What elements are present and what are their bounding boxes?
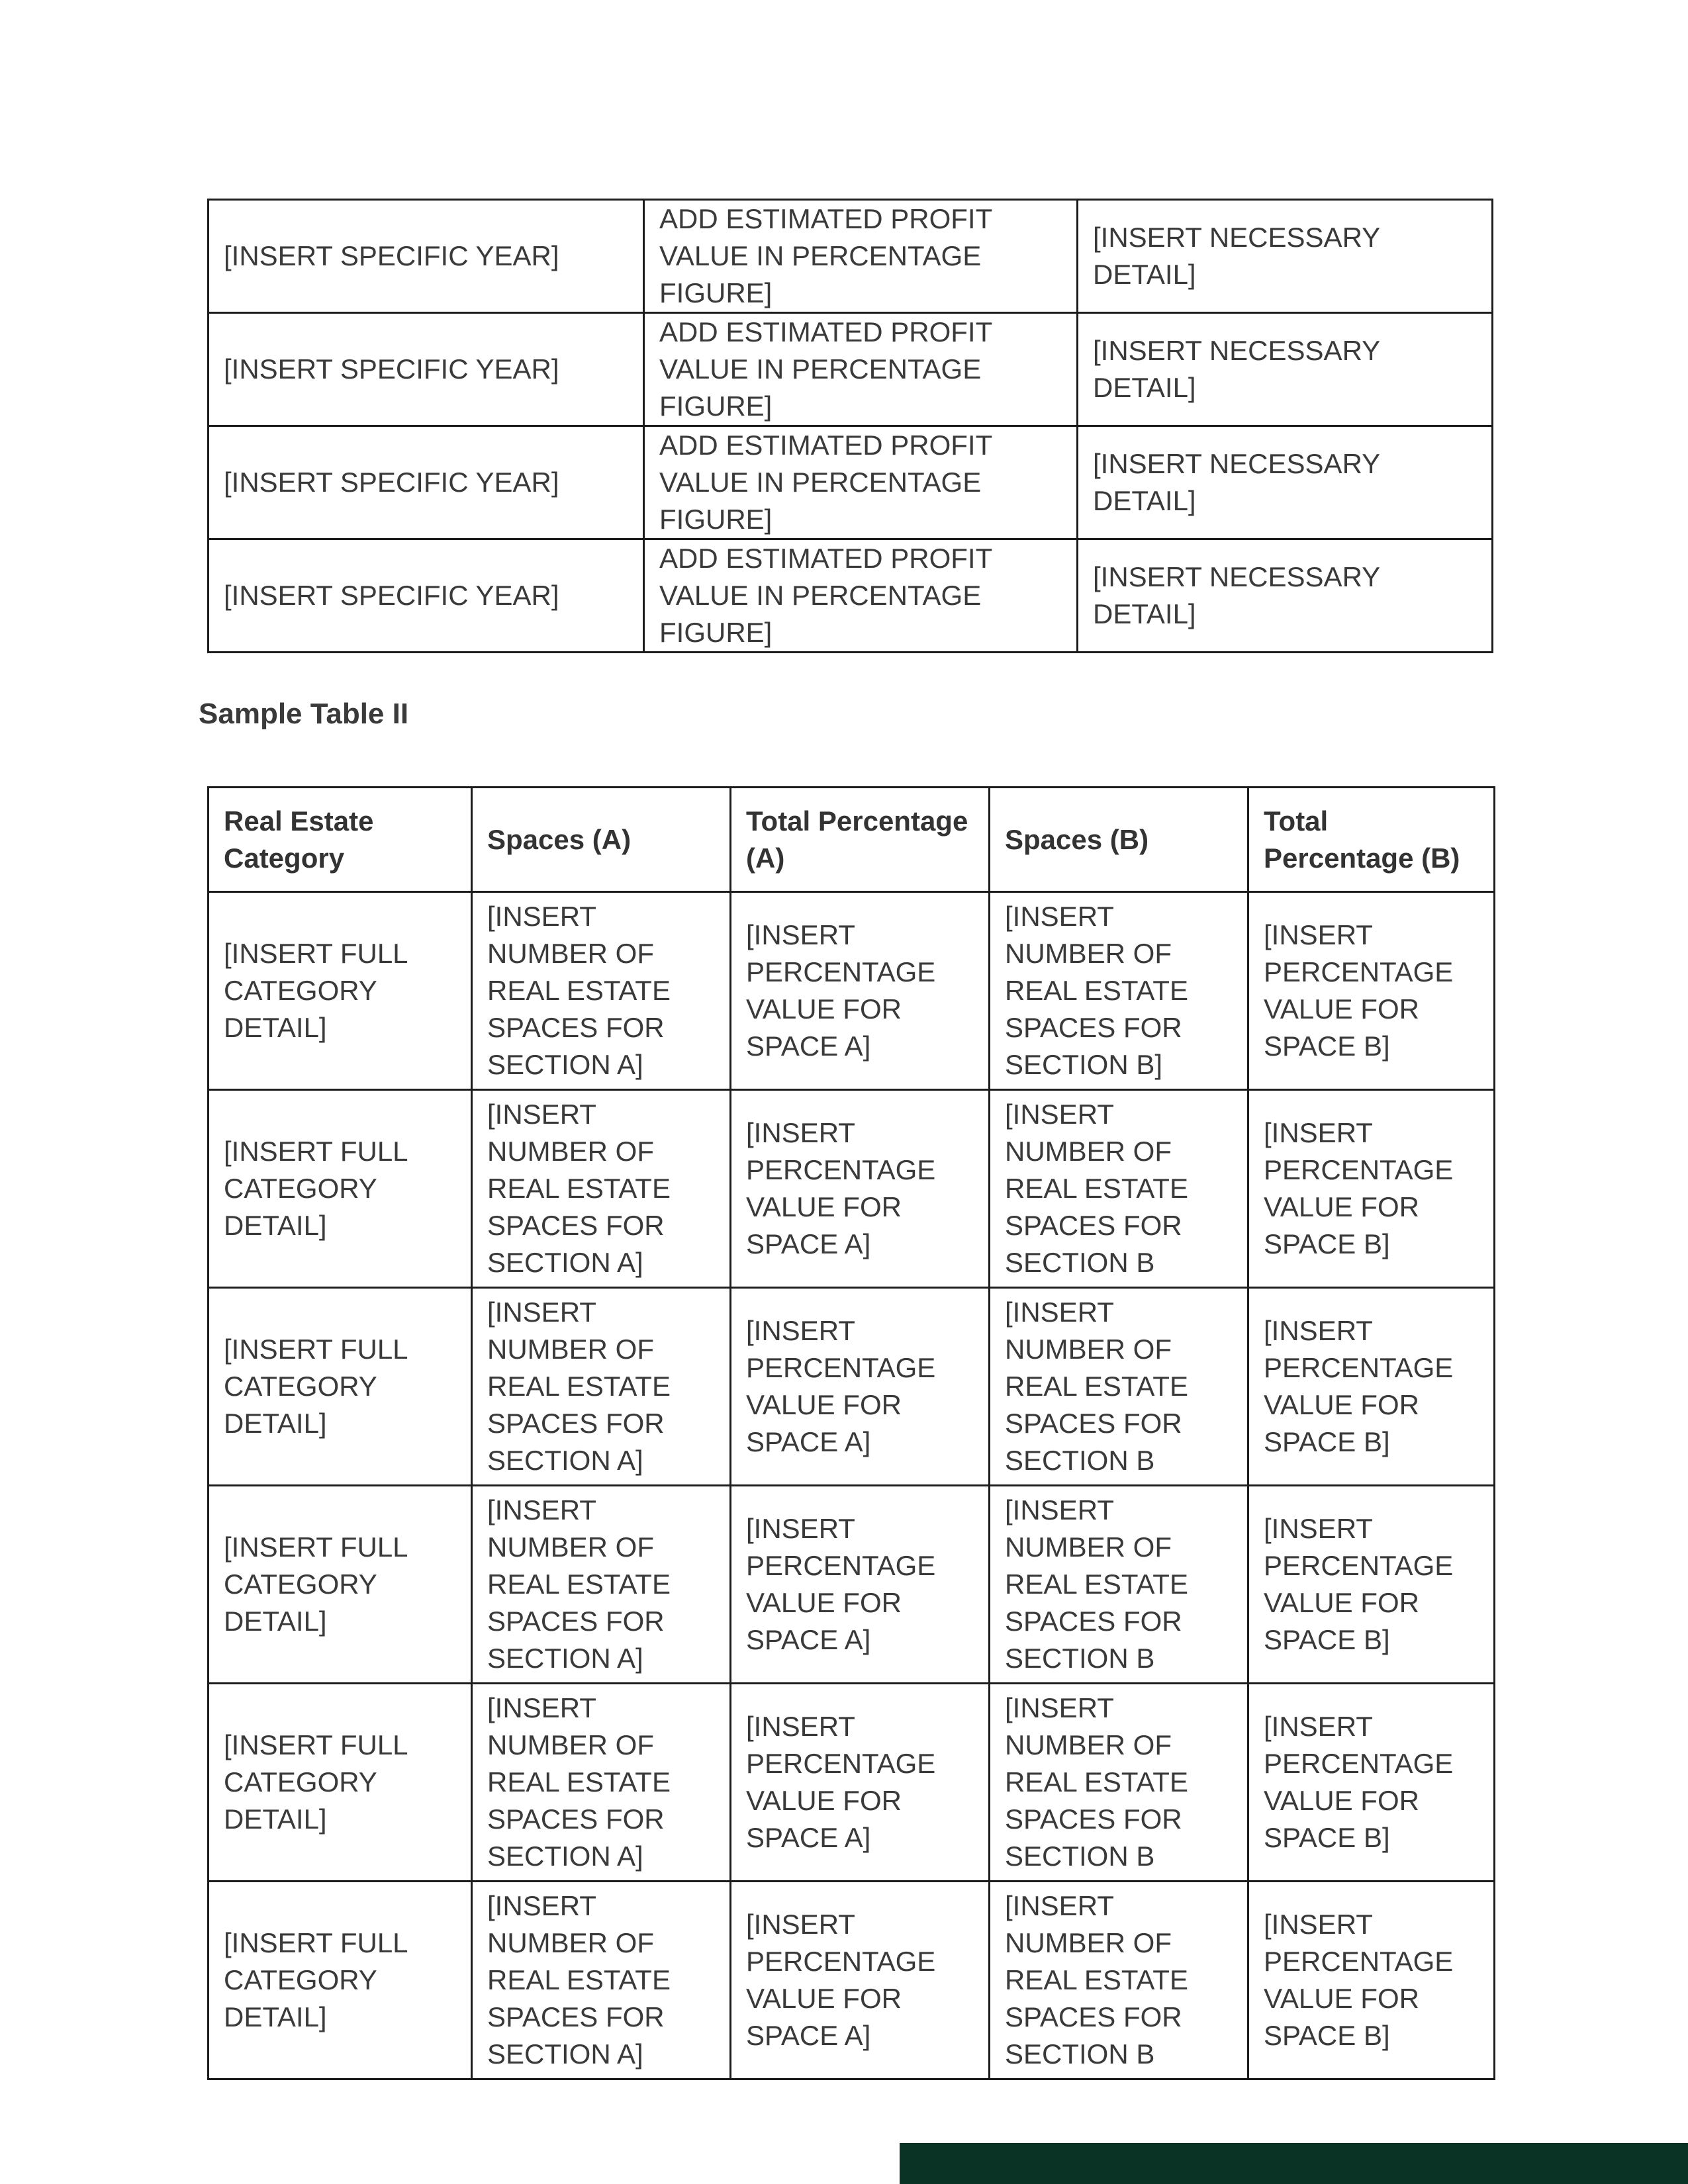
real-estate-table	[207, 786, 1495, 2080]
table-row	[209, 1684, 1495, 1882]
spaces-b-cell: [INSERT NUMBER OF REAL ESTATE SPACES FOR SECTION B]	[990, 892, 1248, 1090]
spaces-b-cell: [INSERT NUMBER OF REAL ESTATE SPACES FOR SECTION B	[990, 1288, 1248, 1486]
category-cell: [INSERT FULL CATEGORY DETAIL]	[209, 1882, 472, 2079]
profit-cell: ADD ESTIMATED PROFIT VALUE IN PERCENTAGE FIGURE]	[644, 539, 1078, 653]
year-cell: [INSERT SPECIFIC YEAR]	[209, 426, 644, 539]
spaces-b-cell: [INSERT NUMBER OF REAL ESTATE SPACES FOR SECTION B	[990, 1882, 1248, 2079]
table-header-row	[209, 788, 1495, 892]
table-row	[209, 200, 1493, 313]
detail-cell: [INSERT NECESSARY DETAIL]	[1078, 313, 1493, 426]
table-row	[209, 1882, 1495, 2079]
percentage-a-cell: [INSERT PERCENTAGE VALUE FOR SPACE A]	[731, 1486, 990, 1684]
spaces-b-cell: [INSERT NUMBER OF REAL ESTATE SPACES FOR SECTION B	[990, 1486, 1248, 1684]
percentage-b-cell: [INSERT PERCENTAGE VALUE FOR SPACE B]	[1248, 1288, 1495, 1486]
table-row	[209, 892, 1495, 1090]
year-cell: [INSERT SPECIFIC YEAR]	[209, 539, 644, 653]
category-cell: [INSERT FULL CATEGORY DETAIL]	[209, 1486, 472, 1684]
column-header-spaces-b: Spaces (B)	[990, 788, 1248, 892]
percentage-a-cell: [INSERT PERCENTAGE VALUE FOR SPACE A]	[731, 1090, 990, 1288]
percentage-a-cell: [INSERT PERCENTAGE VALUE FOR SPACE A]	[731, 892, 990, 1090]
column-header-total-percentage-b: Total Percentage (B)	[1248, 788, 1495, 892]
footer-accent-bar	[900, 2143, 1688, 2184]
percentage-b-cell: [INSERT PERCENTAGE VALUE FOR SPACE B]	[1248, 1486, 1495, 1684]
spaces-a-cell: [INSERT NUMBER OF REAL ESTATE SPACES FOR SECTION A]	[472, 1288, 731, 1486]
spaces-a-cell: [INSERT NUMBER OF REAL ESTATE SPACES FOR SECTION A]	[472, 1882, 731, 2079]
profit-cell: ADD ESTIMATED PROFIT VALUE IN PERCENTAGE FIGURE]	[644, 426, 1078, 539]
category-cell: [INSERT FULL CATEGORY DETAIL]	[209, 892, 472, 1090]
spaces-a-cell: [INSERT NUMBER OF REAL ESTATE SPACES FOR SECTION A]	[472, 1684, 731, 1882]
column-header-spaces-a: Spaces (A)	[472, 788, 731, 892]
table-caption: Sample Table II	[199, 698, 409, 730]
column-header-total-percentage-a: Total Percentage (A)	[731, 788, 990, 892]
percentage-a-cell: [INSERT PERCENTAGE VALUE FOR SPACE A]	[731, 1684, 990, 1882]
spaces-b-cell: [INSERT NUMBER OF REAL ESTATE SPACES FOR SECTION B	[990, 1684, 1248, 1882]
percentage-a-cell: [INSERT PERCENTAGE VALUE FOR SPACE A]	[731, 1882, 990, 2079]
percentage-b-cell: [INSERT PERCENTAGE VALUE FOR SPACE B]	[1248, 892, 1495, 1090]
year-cell: [INSERT SPECIFIC YEAR]	[209, 313, 644, 426]
table-row	[209, 1288, 1495, 1486]
column-header-category: Real Estate Category	[209, 788, 472, 892]
profit-cell: ADD ESTIMATED PROFIT VALUE IN PERCENTAGE FIGURE]	[644, 200, 1078, 313]
detail-cell: [INSERT NECESSARY DETAIL]	[1078, 426, 1493, 539]
table-row	[209, 1486, 1495, 1684]
spaces-a-cell: [INSERT NUMBER OF REAL ESTATE SPACES FOR SECTION A]	[472, 892, 731, 1090]
percentage-a-cell: [INSERT PERCENTAGE VALUE FOR SPACE A]	[731, 1288, 990, 1486]
category-cell: [INSERT FULL CATEGORY DETAIL]	[209, 1288, 472, 1486]
spaces-a-cell: [INSERT NUMBER OF REAL ESTATE SPACES FOR SECTION A]	[472, 1090, 731, 1288]
profit-table	[207, 199, 1493, 653]
table-row	[209, 313, 1493, 426]
table-row	[209, 426, 1493, 539]
profit-cell: ADD ESTIMATED PROFIT VALUE IN PERCENTAGE FIGURE]	[644, 313, 1078, 426]
table-row	[209, 539, 1493, 653]
spaces-a-cell: [INSERT NUMBER OF REAL ESTATE SPACES FOR SECTION A]	[472, 1486, 731, 1684]
detail-cell: [INSERT NECESSARY DETAIL]	[1078, 539, 1493, 653]
category-cell: [INSERT FULL CATEGORY DETAIL]	[209, 1090, 472, 1288]
percentage-b-cell: [INSERT PERCENTAGE VALUE FOR SPACE B]	[1248, 1882, 1495, 2079]
category-cell: [INSERT FULL CATEGORY DETAIL]	[209, 1684, 472, 1882]
percentage-b-cell: [INSERT PERCENTAGE VALUE FOR SPACE B]	[1248, 1684, 1495, 1882]
percentage-b-cell: [INSERT PERCENTAGE VALUE FOR SPACE B]	[1248, 1090, 1495, 1288]
year-cell: [INSERT SPECIFIC YEAR]	[209, 200, 644, 313]
detail-cell: [INSERT NECESSARY DETAIL]	[1078, 200, 1493, 313]
table-row	[209, 1090, 1495, 1288]
spaces-b-cell: [INSERT NUMBER OF REAL ESTATE SPACES FOR SECTION B	[990, 1090, 1248, 1288]
